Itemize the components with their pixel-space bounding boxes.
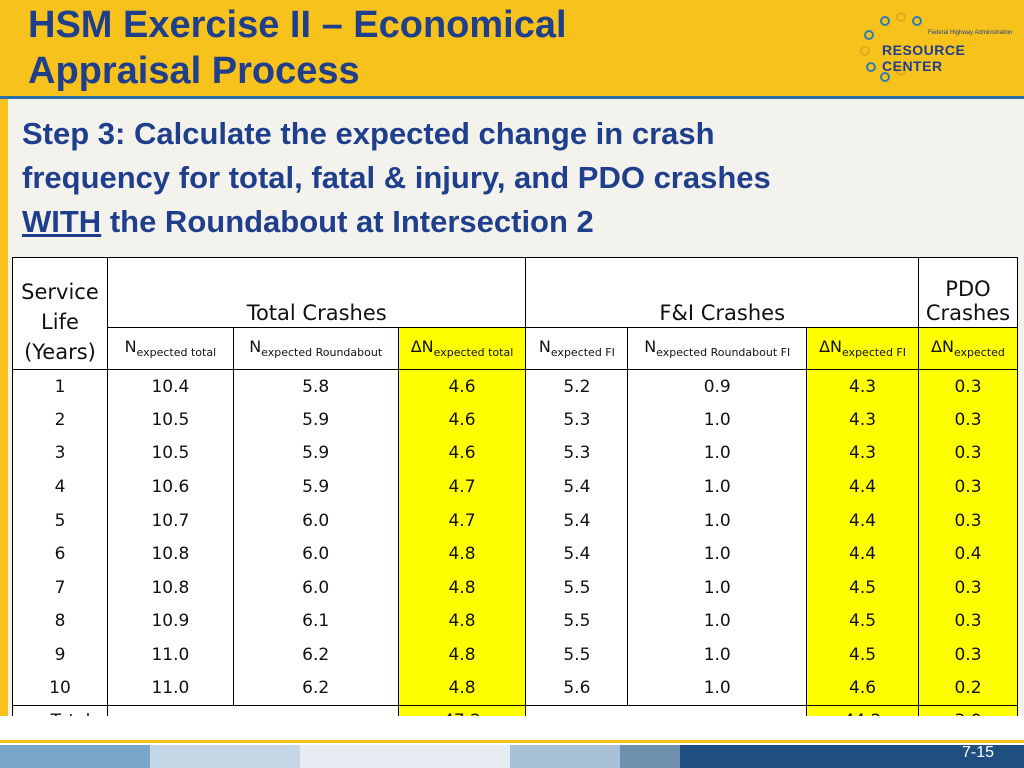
table-cell: 0.3 bbox=[918, 605, 1017, 639]
column-header: $N_{expected FI}$ bbox=[526, 328, 628, 370]
table-cell: 5 bbox=[13, 504, 108, 538]
table-cell: 9 bbox=[13, 638, 108, 672]
footer-line bbox=[0, 740, 1024, 743]
table-cell: 4.6 bbox=[398, 403, 526, 437]
table-cell: 1.0 bbox=[628, 504, 807, 538]
table-cell: 11.0 bbox=[107, 672, 233, 706]
step-heading-line3-rest: the Roundabout at Intersection 2 bbox=[101, 204, 594, 239]
column-header: $N_{expected Roundabout}$ bbox=[233, 328, 398, 370]
logo-dot-icon bbox=[880, 16, 890, 26]
table-cell: 0.3 bbox=[918, 403, 1017, 437]
table-cell: 1.0 bbox=[628, 672, 807, 706]
table-cell: 4.8 bbox=[398, 537, 526, 571]
table-cell: 6.2 bbox=[233, 638, 398, 672]
total-crashes-header: Total Crashes bbox=[107, 258, 525, 328]
table-cell: 4.3 bbox=[807, 437, 919, 471]
table-cell: 4.8 bbox=[398, 672, 526, 706]
logo-dot-icon bbox=[866, 62, 876, 72]
logo-dot-icon bbox=[864, 30, 874, 40]
table-cell: 4.6 bbox=[807, 672, 919, 706]
table-cell: 5.4 bbox=[526, 537, 628, 571]
table-cell: 2 bbox=[13, 403, 108, 437]
content-divider bbox=[0, 96, 1024, 99]
table-row bbox=[13, 571, 1018, 605]
step-heading-line2: frequency for total, fatal & injury, and PDO crashes bbox=[22, 160, 771, 195]
table-cell: 0.3 bbox=[918, 571, 1017, 605]
crash-frequency-table bbox=[12, 257, 1018, 738]
table-cell: 4.4 bbox=[807, 504, 919, 538]
table-cell: 4.3 bbox=[807, 370, 919, 404]
table-cell: 4.6 bbox=[398, 437, 526, 471]
table-cell: 4.8 bbox=[398, 571, 526, 605]
table-row bbox=[13, 638, 1018, 672]
table-cell: 4.5 bbox=[807, 571, 919, 605]
table-cell: 3 bbox=[13, 437, 108, 471]
table-cell: 7 bbox=[13, 571, 108, 605]
table-cell: 6.2 bbox=[233, 672, 398, 706]
logo-tagline: Federal Highway Administration bbox=[928, 30, 1013, 36]
table-cell: 4 bbox=[13, 470, 108, 504]
table-cell: 5.9 bbox=[233, 437, 398, 471]
footer-block bbox=[620, 745, 680, 768]
footer-block bbox=[300, 745, 510, 768]
group-header-row bbox=[13, 258, 1018, 328]
table-cell: 5.5 bbox=[526, 605, 628, 639]
logo-dot-icon bbox=[896, 12, 906, 22]
table-cell: 4.8 bbox=[398, 605, 526, 639]
table-cell: 5.3 bbox=[526, 437, 628, 471]
table-cell: 4.6 bbox=[398, 370, 526, 404]
table-cell: 4.7 bbox=[398, 470, 526, 504]
table-cell: 4.5 bbox=[807, 638, 919, 672]
table-cell: 10.4 bbox=[107, 370, 233, 404]
column-header: $\Delta N_{expected}$ bbox=[918, 328, 1017, 370]
table-cell: 10.7 bbox=[107, 504, 233, 538]
table-cell: 1 bbox=[13, 370, 108, 404]
table-body bbox=[13, 370, 1018, 706]
table-cell: 5.2 bbox=[526, 370, 628, 404]
table-cell: 4.4 bbox=[807, 537, 919, 571]
table-cell: 5.5 bbox=[526, 638, 628, 672]
table-cell: 4.4 bbox=[807, 470, 919, 504]
table-row bbox=[13, 370, 1018, 404]
table-cell: 6.0 bbox=[233, 537, 398, 571]
table-cell: 0.3 bbox=[918, 370, 1017, 404]
table-cell: 5.9 bbox=[233, 470, 398, 504]
table-row bbox=[13, 470, 1018, 504]
table-cell: 10.6 bbox=[107, 470, 233, 504]
footer-block bbox=[150, 745, 300, 768]
table-cell: 1.0 bbox=[628, 537, 807, 571]
table-cell: 5.5 bbox=[526, 571, 628, 605]
table-cell: 5.4 bbox=[526, 504, 628, 538]
table-cell: 1.0 bbox=[628, 638, 807, 672]
table-row bbox=[13, 504, 1018, 538]
table-cell: 5.8 bbox=[233, 370, 398, 404]
side-stripe bbox=[0, 96, 8, 716]
table-cell: 5.4 bbox=[526, 470, 628, 504]
slide-title bbox=[28, 2, 828, 94]
table-cell: 8 bbox=[13, 605, 108, 639]
logo-name: RESOURCE CENTER bbox=[882, 42, 966, 74]
table-cell: 11.0 bbox=[107, 638, 233, 672]
column-header: $N_{expected Roundabout FI}$ bbox=[628, 328, 807, 370]
table-row bbox=[13, 605, 1018, 639]
table-cell: 10.9 bbox=[107, 605, 233, 639]
resource-center-logo bbox=[850, 10, 1020, 85]
table-cell: 0.3 bbox=[918, 437, 1017, 471]
table-cell: 10.5 bbox=[107, 437, 233, 471]
column-header: $\Delta N_{expected total}$ bbox=[398, 328, 526, 370]
table-cell: 6.1 bbox=[233, 605, 398, 639]
table-cell: 0.9 bbox=[628, 370, 807, 404]
footer-block bbox=[0, 745, 150, 768]
table-cell: 0.3 bbox=[918, 504, 1017, 538]
table-cell: 1.0 bbox=[628, 571, 807, 605]
step-heading bbox=[22, 112, 1022, 244]
table-cell: 6.0 bbox=[233, 571, 398, 605]
column-header-row bbox=[13, 328, 1018, 370]
logo-dot-icon bbox=[860, 46, 870, 56]
logo-dot-icon bbox=[912, 16, 922, 26]
table-cell: 10.8 bbox=[107, 537, 233, 571]
table-row bbox=[13, 403, 1018, 437]
table-cell: 0.2 bbox=[918, 672, 1017, 706]
table-cell: 5.6 bbox=[526, 672, 628, 706]
column-header: $N_{expected total}$ bbox=[107, 328, 233, 370]
table-cell: 0.4 bbox=[918, 537, 1017, 571]
page-number: 7-15 bbox=[962, 744, 995, 761]
service-life-header: Service Life (Years) bbox=[13, 258, 108, 370]
footer-block bbox=[510, 745, 620, 768]
table-row bbox=[13, 537, 1018, 571]
table-cell: 10.5 bbox=[107, 403, 233, 437]
table-cell: 10.8 bbox=[107, 571, 233, 605]
column-header: $\Delta N_{expected FI}$ bbox=[807, 328, 919, 370]
table-row bbox=[13, 672, 1018, 706]
table-cell: 6 bbox=[13, 537, 108, 571]
slide-title-line2: Appraisal Process bbox=[28, 50, 360, 92]
table-cell: 6.0 bbox=[233, 504, 398, 538]
table-cell: 4.5 bbox=[807, 605, 919, 639]
table-cell: 5.9 bbox=[233, 403, 398, 437]
fi-crashes-header: F&I Crashes bbox=[526, 258, 919, 328]
table-cell: 10 bbox=[13, 672, 108, 706]
table-cell: 1.0 bbox=[628, 470, 807, 504]
table-cell: 1.0 bbox=[628, 437, 807, 471]
table-cell: 1.0 bbox=[628, 605, 807, 639]
with-emphasis: WITH bbox=[22, 204, 102, 239]
table-cell: 0.3 bbox=[918, 470, 1017, 504]
table-cell: 4.8 bbox=[398, 638, 526, 672]
table-cell: 5.3 bbox=[526, 403, 628, 437]
table-cell: 4.7 bbox=[398, 504, 526, 538]
table-cell: 4.3 bbox=[807, 403, 919, 437]
table-cell: 0.3 bbox=[918, 638, 1017, 672]
table-row bbox=[13, 437, 1018, 471]
step-heading-line3 bbox=[22, 200, 1022, 244]
slide-title-line1: HSM Exercise II – Economical bbox=[28, 4, 567, 46]
table-cell: 1.0 bbox=[628, 403, 807, 437]
step-heading-line1: Step 3: Calculate the expected change in crash bbox=[22, 116, 715, 151]
pdo-crashes-header: PDO Crashes bbox=[918, 258, 1017, 328]
